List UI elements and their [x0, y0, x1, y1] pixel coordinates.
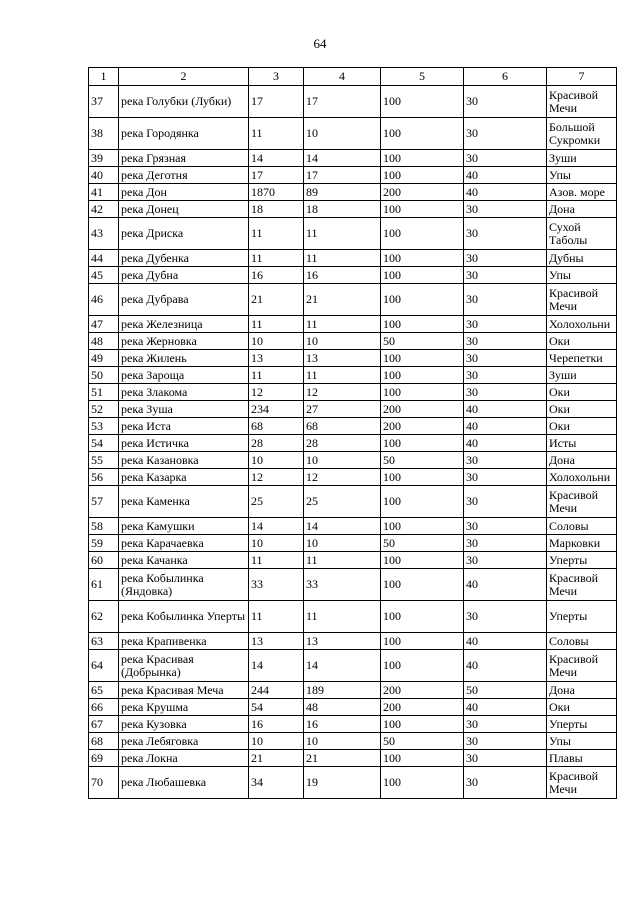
table-row	[89, 767, 617, 799]
table-row	[89, 250, 617, 267]
length-region-km-cell: 11	[304, 552, 381, 569]
protection-zone-width-cell: 100	[381, 350, 464, 367]
river-name-cell: река Городянка	[119, 118, 249, 150]
shore-strip-width-cell: 30	[464, 284, 547, 316]
length-region-km-cell: 11	[304, 367, 381, 384]
shore-strip-width-cell: 30	[464, 384, 547, 401]
table-row	[89, 367, 617, 384]
table-row	[89, 201, 617, 218]
length-region-km-cell: 17	[304, 86, 381, 118]
mouth-river-cell: Красивой Мечи	[547, 486, 617, 518]
row-number-cell: 60	[89, 552, 119, 569]
row-number-cell: 61	[89, 569, 119, 601]
protection-zone-width-cell: 200	[381, 418, 464, 435]
length-region-km-cell: 10	[304, 733, 381, 750]
mouth-river-cell: Большой Сукромки	[547, 118, 617, 150]
length-region-km-cell: 12	[304, 469, 381, 486]
protection-zone-width-cell: 50	[381, 535, 464, 552]
length-km-cell: 13	[249, 350, 304, 367]
row-number-cell: 42	[89, 201, 119, 218]
shore-strip-width-cell: 40	[464, 184, 547, 201]
river-name-cell: река Лебяговка	[119, 733, 249, 750]
river-name-cell: река Дон	[119, 184, 249, 201]
length-region-km-cell: 25	[304, 486, 381, 518]
row-number-cell: 50	[89, 367, 119, 384]
length-km-cell: 25	[249, 486, 304, 518]
length-km-cell: 21	[249, 284, 304, 316]
table-row	[89, 650, 617, 682]
shore-strip-width-cell: 30	[464, 486, 547, 518]
protection-zone-width-cell: 100	[381, 86, 464, 118]
length-km-cell: 234	[249, 401, 304, 418]
length-region-km-cell: 89	[304, 184, 381, 201]
row-number-cell: 69	[89, 750, 119, 767]
length-km-cell: 14	[249, 650, 304, 682]
length-region-km-cell: 27	[304, 401, 381, 418]
row-number-cell: 40	[89, 167, 119, 184]
row-number-cell: 68	[89, 733, 119, 750]
mouth-river-cell: Красивой Мечи	[547, 284, 617, 316]
row-number-cell: 65	[89, 682, 119, 699]
length-km-cell: 11	[249, 552, 304, 569]
column-header: 4	[304, 68, 381, 86]
mouth-river-cell: Упы	[547, 167, 617, 184]
length-km-cell: 17	[249, 86, 304, 118]
river-name-cell: река Истичка	[119, 435, 249, 452]
mouth-river-cell: Дона	[547, 201, 617, 218]
row-number-cell: 41	[89, 184, 119, 201]
row-number-cell: 56	[89, 469, 119, 486]
protection-zone-width-cell: 200	[381, 699, 464, 716]
shore-strip-width-cell: 30	[464, 552, 547, 569]
length-km-cell: 11	[249, 367, 304, 384]
shore-strip-width-cell: 30	[464, 601, 547, 633]
table-row	[89, 118, 617, 150]
protection-zone-width-cell: 200	[381, 401, 464, 418]
shore-strip-width-cell: 40	[464, 435, 547, 452]
shore-strip-width-cell: 40	[464, 167, 547, 184]
protection-zone-width-cell: 100	[381, 518, 464, 535]
protection-zone-width-cell: 100	[381, 601, 464, 633]
protection-zone-width-cell: 100	[381, 552, 464, 569]
river-name-cell: река Донец	[119, 201, 249, 218]
table-row	[89, 435, 617, 452]
row-number-cell: 57	[89, 486, 119, 518]
length-km-cell: 10	[249, 535, 304, 552]
protection-zone-width-cell: 100	[381, 118, 464, 150]
river-name-cell: река Железница	[119, 316, 249, 333]
length-region-km-cell: 19	[304, 767, 381, 799]
length-region-km-cell: 189	[304, 682, 381, 699]
river-name-cell: река Злакома	[119, 384, 249, 401]
mouth-river-cell: Уперты	[547, 716, 617, 733]
river-name-cell: река Кузовка	[119, 716, 249, 733]
length-region-km-cell: 10	[304, 452, 381, 469]
protection-zone-width-cell: 100	[381, 250, 464, 267]
length-region-km-cell: 13	[304, 633, 381, 650]
table-row	[89, 733, 617, 750]
table-row	[89, 699, 617, 716]
shore-strip-width-cell: 40	[464, 650, 547, 682]
shore-strip-width-cell: 40	[464, 401, 547, 418]
column-header: 3	[249, 68, 304, 86]
row-number-cell: 52	[89, 401, 119, 418]
table-header-row	[89, 68, 617, 86]
table-row	[89, 267, 617, 284]
length-km-cell: 54	[249, 699, 304, 716]
protection-zone-width-cell: 100	[381, 316, 464, 333]
mouth-river-cell: Дубны	[547, 250, 617, 267]
length-region-km-cell: 11	[304, 250, 381, 267]
row-number-cell: 62	[89, 601, 119, 633]
shore-strip-width-cell: 30	[464, 535, 547, 552]
river-name-cell: река Дриска	[119, 218, 249, 250]
mouth-river-cell: Уперты	[547, 601, 617, 633]
length-region-km-cell: 14	[304, 650, 381, 682]
protection-zone-width-cell: 50	[381, 452, 464, 469]
river-name-cell: река Дубна	[119, 267, 249, 284]
mouth-river-cell: Упы	[547, 267, 617, 284]
shore-strip-width-cell: 30	[464, 86, 547, 118]
row-number-cell: 55	[89, 452, 119, 469]
row-number-cell: 53	[89, 418, 119, 435]
column-header: 6	[464, 68, 547, 86]
river-name-cell: река Казановка	[119, 452, 249, 469]
river-name-cell: река Жилень	[119, 350, 249, 367]
river-name-cell: река Крушма	[119, 699, 249, 716]
protection-zone-width-cell: 200	[381, 184, 464, 201]
length-km-cell: 16	[249, 267, 304, 284]
column-header: 1	[89, 68, 119, 86]
table-row	[89, 167, 617, 184]
table-row	[89, 452, 617, 469]
river-name-cell: река Карачаевка	[119, 535, 249, 552]
length-km-cell: 1870	[249, 184, 304, 201]
river-name-cell: река Грязная	[119, 150, 249, 167]
river-name-cell: река Иста	[119, 418, 249, 435]
length-km-cell: 11	[249, 250, 304, 267]
length-region-km-cell: 48	[304, 699, 381, 716]
river-name-cell: река Зуша	[119, 401, 249, 418]
protection-zone-width-cell: 100	[381, 633, 464, 650]
length-km-cell: 13	[249, 633, 304, 650]
length-km-cell: 17	[249, 167, 304, 184]
mouth-river-cell: Исты	[547, 435, 617, 452]
shore-strip-width-cell: 30	[464, 316, 547, 333]
river-name-cell: река Кобылинка (Яндовка)	[119, 569, 249, 601]
protection-zone-width-cell: 100	[381, 435, 464, 452]
shore-strip-width-cell: 40	[464, 699, 547, 716]
row-number-cell: 49	[89, 350, 119, 367]
protection-zone-width-cell: 100	[381, 650, 464, 682]
mouth-river-cell: Дона	[547, 682, 617, 699]
length-region-km-cell: 16	[304, 716, 381, 733]
table-row	[89, 750, 617, 767]
row-number-cell: 54	[89, 435, 119, 452]
table-row	[89, 218, 617, 250]
length-region-km-cell: 10	[304, 535, 381, 552]
row-number-cell: 37	[89, 86, 119, 118]
table-row	[89, 284, 617, 316]
river-name-cell: река Красивая Меча	[119, 682, 249, 699]
length-km-cell: 18	[249, 201, 304, 218]
table-row	[89, 418, 617, 435]
mouth-river-cell: Азов. море	[547, 184, 617, 201]
column-header: 2	[119, 68, 249, 86]
table-row	[89, 469, 617, 486]
mouth-river-cell: Холохольни	[547, 316, 617, 333]
shore-strip-width-cell: 30	[464, 118, 547, 150]
row-number-cell: 64	[89, 650, 119, 682]
length-region-km-cell: 11	[304, 316, 381, 333]
row-number-cell: 67	[89, 716, 119, 733]
mouth-river-cell: Красивой Мечи	[547, 767, 617, 799]
length-region-km-cell: 11	[304, 218, 381, 250]
shore-strip-width-cell: 40	[464, 418, 547, 435]
protection-zone-width-cell: 100	[381, 569, 464, 601]
length-km-cell: 28	[249, 435, 304, 452]
length-region-km-cell: 28	[304, 435, 381, 452]
mouth-river-cell: Черепетки	[547, 350, 617, 367]
shore-strip-width-cell: 30	[464, 333, 547, 350]
shore-strip-width-cell: 50	[464, 682, 547, 699]
row-number-cell: 38	[89, 118, 119, 150]
length-region-km-cell: 33	[304, 569, 381, 601]
length-km-cell: 68	[249, 418, 304, 435]
shore-strip-width-cell: 30	[464, 250, 547, 267]
row-number-cell: 59	[89, 535, 119, 552]
row-number-cell: 66	[89, 699, 119, 716]
length-region-km-cell: 11	[304, 601, 381, 633]
column-header: 5	[381, 68, 464, 86]
protection-zone-width-cell: 100	[381, 218, 464, 250]
protection-zone-width-cell: 100	[381, 750, 464, 767]
protection-zone-width-cell: 100	[381, 201, 464, 218]
length-km-cell: 21	[249, 750, 304, 767]
length-km-cell: 244	[249, 682, 304, 699]
length-region-km-cell: 68	[304, 418, 381, 435]
river-name-cell: река Кобылинка Уперты	[119, 601, 249, 633]
river-name-cell: река Каменка	[119, 486, 249, 518]
length-region-km-cell: 18	[304, 201, 381, 218]
length-region-km-cell: 21	[304, 284, 381, 316]
table-row	[89, 633, 617, 650]
table-row	[89, 552, 617, 569]
table-row	[89, 401, 617, 418]
protection-zone-width-cell: 100	[381, 716, 464, 733]
length-km-cell: 34	[249, 767, 304, 799]
shore-strip-width-cell: 30	[464, 367, 547, 384]
table-row	[89, 86, 617, 118]
length-region-km-cell: 13	[304, 350, 381, 367]
shore-strip-width-cell: 40	[464, 633, 547, 650]
river-name-cell: река Крапивенка	[119, 633, 249, 650]
mouth-river-cell: Сухой Таболы	[547, 218, 617, 250]
table-row	[89, 384, 617, 401]
river-name-cell: река Локна	[119, 750, 249, 767]
length-km-cell: 14	[249, 150, 304, 167]
river-name-cell: река Камушки	[119, 518, 249, 535]
mouth-river-cell: Красивой Мечи	[547, 650, 617, 682]
shore-strip-width-cell: 30	[464, 733, 547, 750]
page-number: 64	[313, 36, 327, 51]
shore-strip-width-cell: 30	[464, 716, 547, 733]
length-region-km-cell: 16	[304, 267, 381, 284]
row-number-cell: 47	[89, 316, 119, 333]
river-name-cell: река Дубрава	[119, 284, 249, 316]
protection-zone-width-cell: 100	[381, 486, 464, 518]
river-name-cell: река Казарка	[119, 469, 249, 486]
mouth-river-cell: Соловы	[547, 633, 617, 650]
length-km-cell: 11	[249, 601, 304, 633]
table-row	[89, 518, 617, 535]
shore-strip-width-cell: 40	[464, 569, 547, 601]
shore-strip-width-cell: 30	[464, 452, 547, 469]
length-km-cell: 16	[249, 716, 304, 733]
length-km-cell: 10	[249, 333, 304, 350]
shore-strip-width-cell: 30	[464, 750, 547, 767]
length-region-km-cell: 10	[304, 118, 381, 150]
row-number-cell: 45	[89, 267, 119, 284]
table-row	[89, 184, 617, 201]
mouth-river-cell: Зуши	[547, 150, 617, 167]
mouth-river-cell: Плавы	[547, 750, 617, 767]
length-km-cell: 12	[249, 384, 304, 401]
river-name-cell: река Зароща	[119, 367, 249, 384]
table-row	[89, 333, 617, 350]
length-km-cell: 11	[249, 118, 304, 150]
shore-strip-width-cell: 30	[464, 218, 547, 250]
length-region-km-cell: 14	[304, 150, 381, 167]
length-region-km-cell: 12	[304, 384, 381, 401]
river-table	[88, 67, 617, 799]
table-row	[89, 601, 617, 633]
mouth-river-cell: Оки	[547, 401, 617, 418]
mouth-river-cell: Уперты	[547, 552, 617, 569]
table-body	[89, 86, 617, 799]
length-km-cell: 14	[249, 518, 304, 535]
row-number-cell: 51	[89, 384, 119, 401]
protection-zone-width-cell: 100	[381, 469, 464, 486]
length-region-km-cell: 10	[304, 333, 381, 350]
mouth-river-cell: Дона	[547, 452, 617, 469]
length-region-km-cell: 17	[304, 167, 381, 184]
protection-zone-width-cell: 200	[381, 682, 464, 699]
protection-zone-width-cell: 100	[381, 150, 464, 167]
length-km-cell: 12	[249, 469, 304, 486]
row-number-cell: 43	[89, 218, 119, 250]
mouth-river-cell: Оки	[547, 699, 617, 716]
column-header: 7	[547, 68, 617, 86]
length-region-km-cell: 21	[304, 750, 381, 767]
table-row	[89, 682, 617, 699]
row-number-cell: 48	[89, 333, 119, 350]
shore-strip-width-cell: 30	[464, 518, 547, 535]
shore-strip-width-cell: 30	[464, 150, 547, 167]
mouth-river-cell: Холохольни	[547, 469, 617, 486]
length-km-cell: 11	[249, 218, 304, 250]
row-number-cell: 70	[89, 767, 119, 799]
table-row	[89, 316, 617, 333]
protection-zone-width-cell: 100	[381, 267, 464, 284]
protection-zone-width-cell: 100	[381, 384, 464, 401]
table-row	[89, 350, 617, 367]
protection-zone-width-cell: 100	[381, 167, 464, 184]
shore-strip-width-cell: 30	[464, 767, 547, 799]
table-row	[89, 569, 617, 601]
protection-zone-width-cell: 100	[381, 367, 464, 384]
mouth-river-cell: Соловы	[547, 518, 617, 535]
river-name-cell: река Голубки (Лубки)	[119, 86, 249, 118]
length-km-cell: 10	[249, 733, 304, 750]
river-name-cell: река Качанка	[119, 552, 249, 569]
mouth-river-cell: Красивой Мечи	[547, 569, 617, 601]
length-region-km-cell: 14	[304, 518, 381, 535]
river-name-cell: река Жерновка	[119, 333, 249, 350]
protection-zone-width-cell: 100	[381, 284, 464, 316]
mouth-river-cell: Оки	[547, 418, 617, 435]
row-number-cell: 44	[89, 250, 119, 267]
row-number-cell: 63	[89, 633, 119, 650]
shore-strip-width-cell: 30	[464, 469, 547, 486]
length-km-cell: 33	[249, 569, 304, 601]
length-km-cell: 10	[249, 452, 304, 469]
shore-strip-width-cell: 30	[464, 350, 547, 367]
table-row	[89, 535, 617, 552]
table-row	[89, 716, 617, 733]
river-name-cell: река Любашевка	[119, 767, 249, 799]
table-row	[89, 486, 617, 518]
row-number-cell: 46	[89, 284, 119, 316]
protection-zone-width-cell: 100	[381, 767, 464, 799]
river-name-cell: река Деготня	[119, 167, 249, 184]
mouth-river-cell: Упы	[547, 733, 617, 750]
protection-zone-width-cell: 50	[381, 733, 464, 750]
shore-strip-width-cell: 30	[464, 267, 547, 284]
protection-zone-width-cell: 50	[381, 333, 464, 350]
row-number-cell: 58	[89, 518, 119, 535]
mouth-river-cell: Оки	[547, 384, 617, 401]
shore-strip-width-cell: 30	[464, 201, 547, 218]
mouth-river-cell: Красивой Мечи	[547, 86, 617, 118]
length-km-cell: 11	[249, 316, 304, 333]
river-name-cell: река Красивая (Добрынка)	[119, 650, 249, 682]
mouth-river-cell: Оки	[547, 333, 617, 350]
table-row	[89, 150, 617, 167]
river-name-cell: река Дубенка	[119, 250, 249, 267]
mouth-river-cell: Зуши	[547, 367, 617, 384]
mouth-river-cell: Марковки	[547, 535, 617, 552]
row-number-cell: 39	[89, 150, 119, 167]
